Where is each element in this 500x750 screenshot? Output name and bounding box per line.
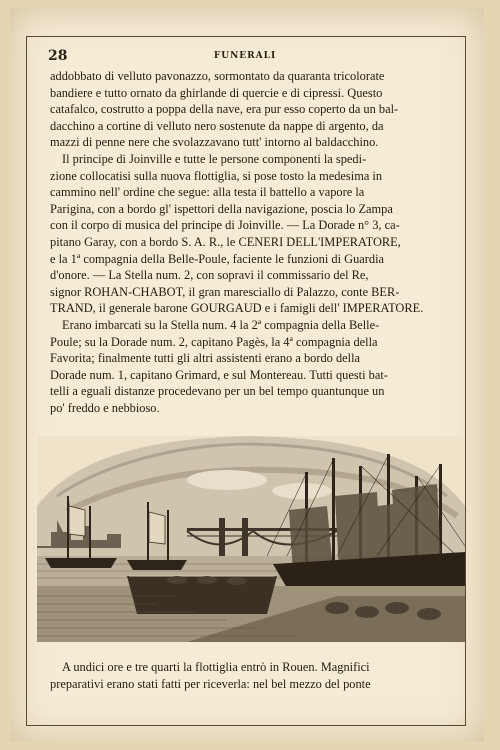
paragraph: [50, 317, 454, 417]
page-header: [36, 48, 454, 66]
text-line: zione collocatisi sulla nuova flottiglia, si pose tosto la medesima in: [50, 168, 383, 183]
text-line: signor ROHAN-CHABOT, il gran maresciallo di Palazzo, conte BER-: [50, 284, 400, 299]
text-line: addobbato di velluto pavonazzo, sormontato da quaranta tricolorate: [50, 69, 385, 83]
text-line: Dorade num. 1, capitano Grimard, e sul Montereau. Tutti questi bat-: [50, 367, 388, 382]
text-line: bandiere e tutto ornato da ghirlande di quercie e di cipressi. Questo: [50, 85, 383, 100]
text-line: A undici ore e tre quarti la flottiglia entrò in Rouen. Magnifici: [62, 660, 370, 674]
body-text: [50, 68, 454, 416]
text-line: Erano imbarcati su la Stella num. 4 la 2ª compagnia della Belle-: [62, 317, 380, 332]
text-line: telli a eguali distanze procedevano per un bel tempo quantunque un: [50, 384, 385, 399]
page-number: 28: [48, 48, 68, 64]
running-head: FUNERALI: [213, 51, 277, 61]
text-line: catafalco, costrutto a poppa della nave, era pur esso coperto da un bal-: [50, 102, 399, 117]
text-line: pitano Garay, con a bordo S. A. R., le CENERI DELL'IMPERATORE,: [50, 234, 401, 249]
text-line: dacchino a cortine di velluto nero sostenute da nappe di argento, da: [50, 118, 384, 133]
text-line: preparativi erano stati fatti per riceverla: nel bel mezzo del ponte: [50, 676, 371, 691]
harbor-scene-engraving: [37, 436, 465, 642]
text-line: con il corpo di musica del principe di Joinville. — La Dorade n° 3, ca-: [50, 218, 400, 233]
text-line: Poule; su la Dorade num. 2, capitano Pagès, la 4ª compagnia della: [50, 334, 378, 349]
text-line: Favorita; finalmente tutti gli altri assistenti erano a bordo della: [50, 351, 361, 366]
text-line: Il principe di Joinville e tutte le persone componenti la spedi-: [62, 151, 367, 166]
text-line: d'onore. — La Stella num. 2, con sopravi il commissario del Re,: [50, 268, 369, 283]
engraving-illustration: [37, 436, 465, 642]
text-line: e la 1ª compagnia della Belle-Poule, faciente le funzioni di Guardia: [50, 251, 385, 266]
paragraph: [50, 68, 454, 151]
text-line: Parigina, con a bordo gl' ispettori della navigazione, poscia lo Zampa: [50, 201, 393, 216]
text-line: po' freddo e nebbioso.: [50, 400, 160, 415]
bottom-text: [50, 659, 454, 692]
text-line: mazzi di penne nere che svolazzavano tutt' intorno al baldacchino.: [50, 135, 379, 150]
paragraph: [50, 151, 454, 317]
text-line: TRAND, il generale barone GOURGAUD e i famigli dell' IMPERATORE.: [50, 301, 424, 316]
text-line: cammino nell' ordine che segue: alla testa il battello a vapore la: [50, 185, 365, 200]
